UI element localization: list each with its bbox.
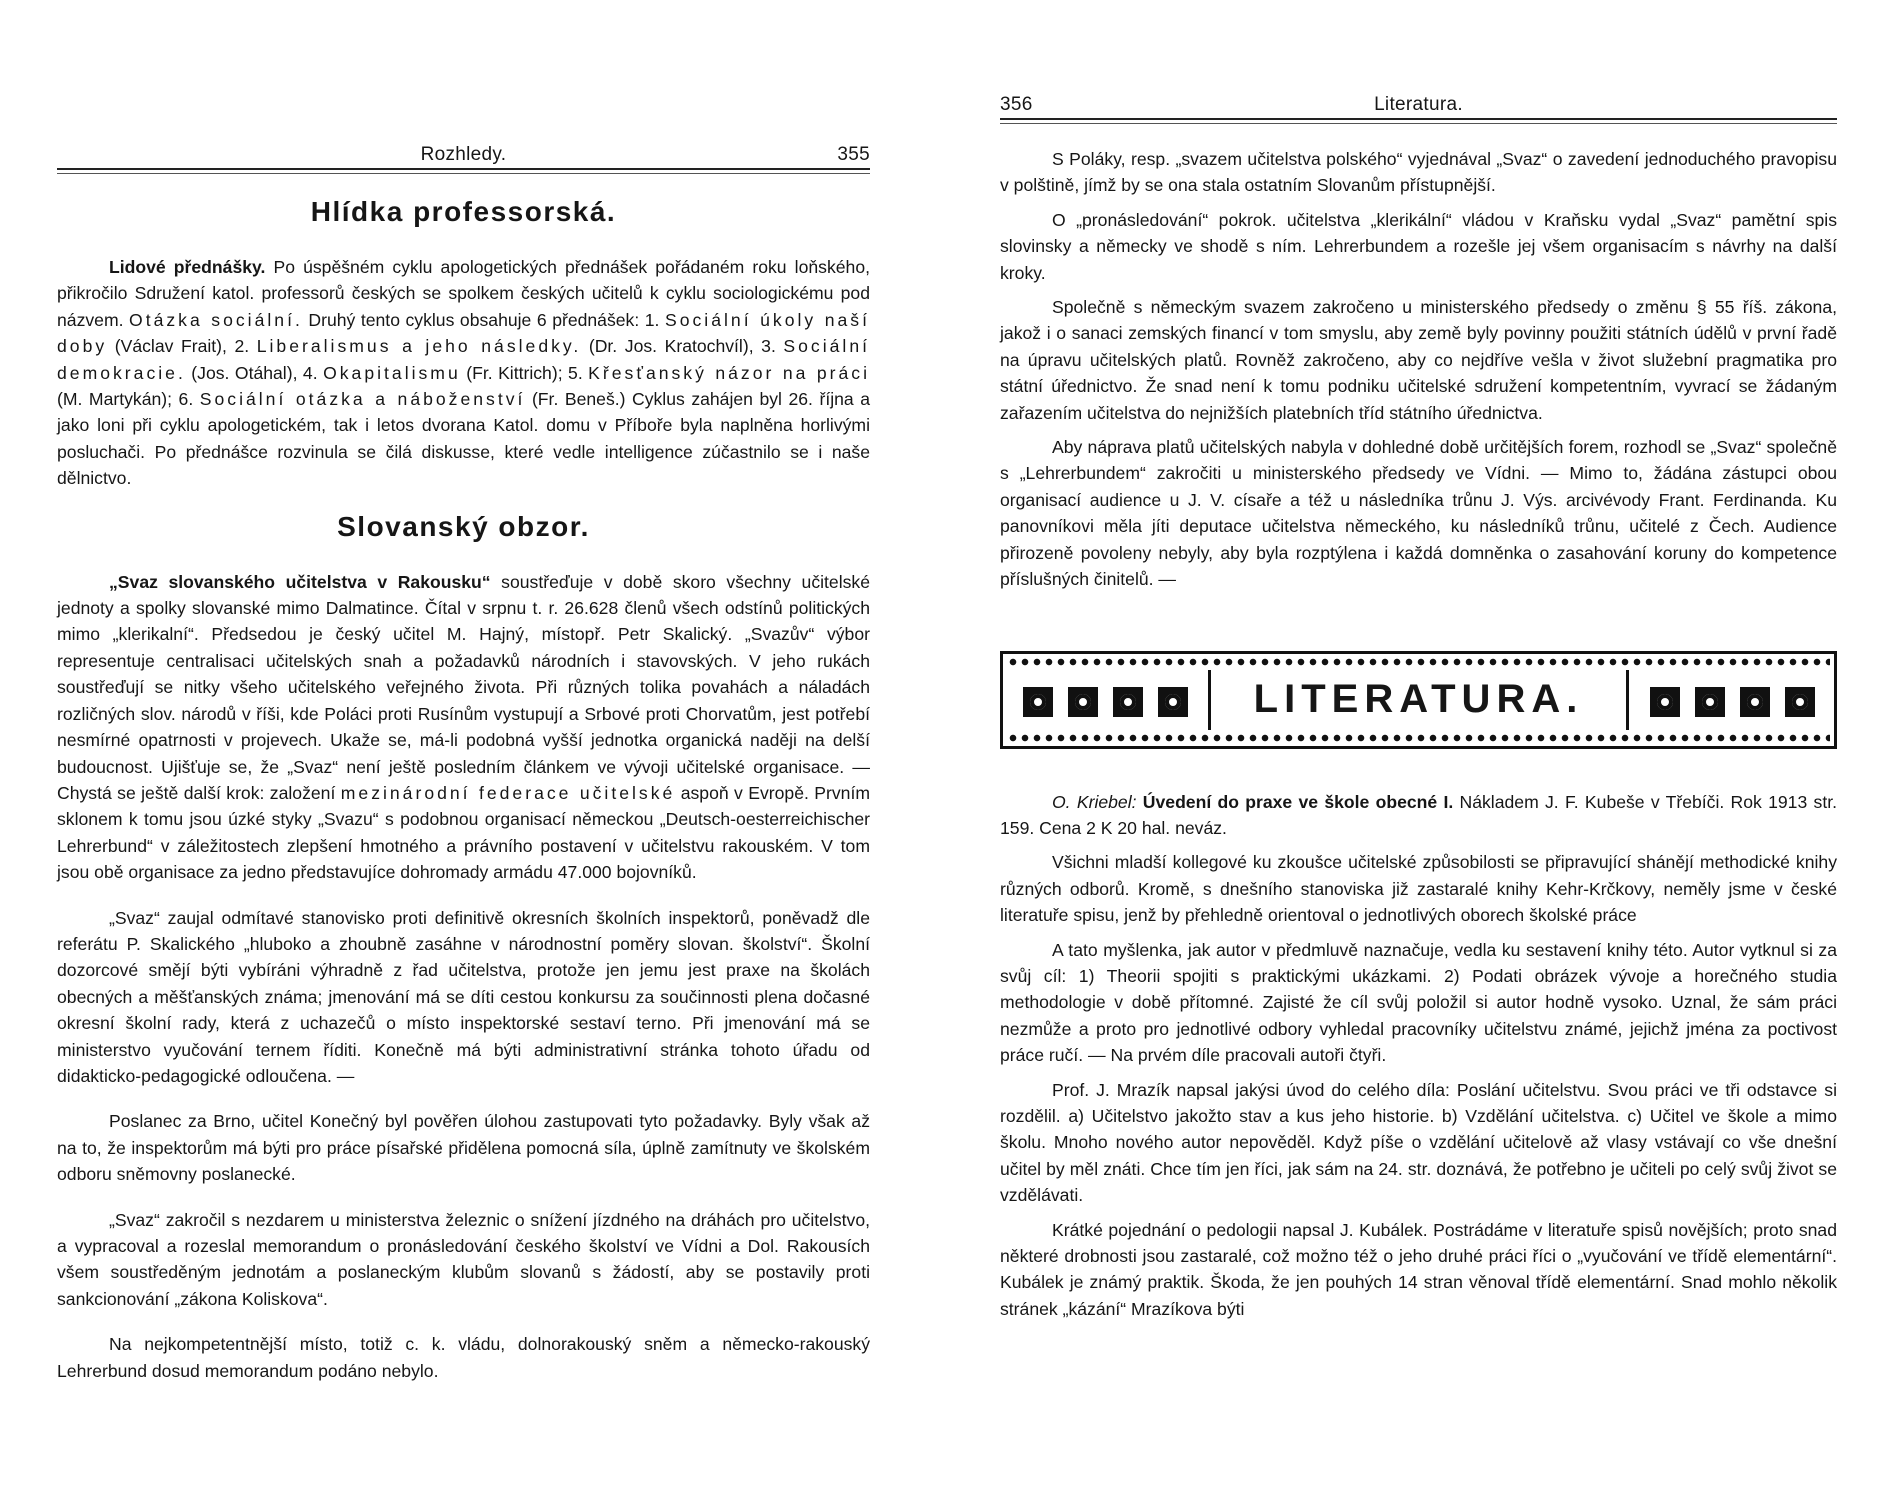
rosette-icon	[1113, 687, 1143, 717]
running-title: Literatura.	[1374, 94, 1463, 115]
book-entry: O. Kriebel: Úvedení do praxe ve škole obecné I. Nákladem J. F. Kubeše v Třebíči. Rok 1913 str. 159. Cena 2 K 20 hal. neváz.	[1000, 791, 1837, 838]
page-number: 356	[1000, 94, 1033, 115]
paragraph: „Svaz“ zaujal odmítavé stanovisko proti definitivě okresních školních inspektorů, poněvadž dle referátu P. Skalického „hluboko a zhoubně zasáhne v národnostní poměry slovan. školství“. Školní dozorcové smějí býti vybíráni výhradně z řad učitelstva, protože jen jemu jest praxe na školách obecných a měšťanských známa; jmenování má se díti cestou konkursu za součinnosti plena dočasné okresní školní rady, která z uchazečů o místo inspektorské sestaví terno. Při jmenování má se ministerstvo vyučování ternem říditi. Konečně má býti administrativní stránka tohoto úřadu od didakticko-pedagogické odloučena. —	[57, 907, 870, 1086]
paragraph: Na nejkompetentnější místo, totiž c. k. vládu, dolnorakouský sněm a německo-rakouský Lehrerbund dosud memorandum podáno nebylo.	[57, 1334, 870, 1381]
running-head-left	[57, 140, 870, 168]
book-title: Úvedení do praxe ve škole obecné I.	[1136, 791, 1454, 812]
paragraph: S Poláky, resp. „svazem učitelstva polského“ vyjednával „Svaz“ o zavedení jednoduchého pravopisu v polštině, jímž by se ona stala ostatním Slovanům přístupnější.	[1000, 149, 1837, 196]
banner-title: LITERATURA.	[1253, 677, 1584, 721]
running-head-right	[1000, 90, 1837, 118]
rosette-icon	[1023, 687, 1053, 717]
paragraph: Aby náprava platů učitelských nabyla v dohledné době určitějších forem, rozhodl se „Svaz“ společně s „Lehrerbundem“ zakročiti u ministerského předsedy ve Vídni. — Mimo to, žádána zástupci obou organisací audience u J. V. císaře a též u následníka trůnu J. Výs. arcivévody Frant. Ferdinanda. Ku panovníkovi měla jíti deputace učitelstva německého, ku následníků trůnu, učitelé z Čech. Audience přirozeně povoleny nebyly, aby byla rozptýlena i každá domněnka o zasahování koruny do kompetence příslušných činitelů. —	[1000, 437, 1837, 590]
header-rule	[57, 168, 870, 174]
right-page	[1000, 90, 1837, 1330]
paragraph: Poslanec za Brno, učitel Konečný byl pověřen úlohou zastupovati tyto požadavky. Byly však až na to, že inspektorům má býti pro práce písařské přidělena pomocná síla, úplně zamítnuty ve školském odboru sněmovny poslanecké.	[57, 1111, 870, 1185]
paragraph: A tato myšlenka, jak autor v předmluvě naznačuje, vedla ku sestavení knihy této. Autor vytknul si za svůj cíl: 1) Theorii spojiti s praktickými ukázkami. 2) Podati obrázek vývoje a horečného studia methodologie v době přítomné. Zajisté že cíl svůj položil si autor hodně vysoko. Uznal, že sám práci nezmůže a proto pro jednotlivé odbory vyhledal pracovníky učitelstvu známé, jejichž jména za poctivost práce ručí. — Na prvém díle pracovali autoři čtyři.	[1000, 939, 1837, 1066]
ornament-group	[1642, 682, 1822, 722]
paragraph: Prof. J. Mrazík napsal jakýsi úvod do celého díla: Poslání učitelstvu. Svou práci ve tři odstavce si rozdělil. a) Učitelstvo jakožto stav a kus jeho historie. b) Vzdělání učitelstva. c) Učitel ve škole a mimo školu. Mnoho nového autor nepověděl. Když píše o vzdělání učitelově až vlasy vstávají co vše dnešní učitel by měl znáti. Chce tím jen říci, jak sám na 24. str. doznává, že potřebno je učiteli po celý svůj život se vzdělávati.	[1000, 1079, 1837, 1206]
book-author: O. Kriebel:	[1052, 791, 1137, 812]
paragraph: Lidové přednášky. Po úspěšném cyklu apologetických přednášek pořádaném roku loňského, přikročilo Sdružení katol. professorů českých se spolkem českých učitelů k cyklu sociologickému pod názvem. Otázka sociální. Druhý tento cyklus obsahuje 6 přednášek: 1. Sociální úkoly naší doby (Václav Frait), 2. Liberalismus a jeho následky. (Dr. Jos. Kratochvíl), 3. Sociální demokracie. (Jos. Otáhal), 4. Okapitalismu (Fr. Kittrich); 5. Křesťanský názor na práci (M. Martykán); 6. Sociální otázka a náboženství (Fr. Beneš.) Cyklus zahájen byl 26. října a jako loni při cyklu apologetickém, tak i letos dvorana Katol. domu v Příboře byla naplněna horlivými posluchači. Po přednášce rozvinula se čilá diskusse, které vedle intelligence zúčastnilo se i naše dělnictvo.	[57, 257, 870, 489]
rosette-icon	[1650, 687, 1680, 717]
rosette-icon	[1158, 687, 1188, 717]
paragraph: „Svaz“ zakročil s nezdarem u ministerstva železnic o snížení jízdného na dráhách pro učitelstvo, a vypracoval a rozeslal memorandum o pronásledování českého školství ve Vídni a Dol. Rakousích všem soustředěným jednotám a poslaneckým klubům slovanů s žádostí, aby se postavily proti sankcionování „zákona Koliskova“.	[57, 1209, 870, 1309]
rosette-icon	[1068, 687, 1098, 717]
literatura-banner	[1000, 651, 1837, 749]
header-rule	[1000, 118, 1837, 124]
paragraph-lead: Lidové přednášky.	[109, 257, 266, 277]
bead-border	[1007, 733, 1830, 743]
page-number: 355	[837, 144, 870, 165]
paragraph: Společně s německým svazem zakročeno u ministerského předsedy o změnu § 55 říš. zákona, jakož i o sanaci zemských financí v tom smyslu, aby země byly povinny použiti státních údělů v první řadě na úpravu učitelských platů. Rovněž zakročeno, aby co nejdříve vešla v život služební pragmatika pro státní úřednictvo. Že snad není k tomu podniku učitelské sdružení kompetentním, vyvrací se žádaným zařazením učitelstva do nejnižších platebních tříd státního úřednictva.	[1000, 297, 1837, 423]
rosette-icon	[1695, 687, 1725, 717]
paragraph-lead: „Svaz slovanského učitelstva v Rakousku“	[109, 571, 491, 592]
section-heading: Hlídka professorská.	[310, 196, 617, 227]
banner-center	[1208, 670, 1629, 730]
paragraph: „Svaz slovanského učitelstva v Rakousku“ soustřeďuje v době skoro všechny učitelské jednoty a spolky slovanské mimo Dalmatince. Čítal v srpnu t. r. 26.628 členů všech odstínů politických mimo „klerikalní“. Předsedou je český učitel M. Hajný, místopř. Petr Skalický. „Svazův“ výbor representuje centralisaci učitelských snah a požadavků národních i stavovských. V jeho rukách soustřeďují se nitky všeho učitelského veřejného života. Při různých tolika povahách a náladách rozličných slov. národů v říši, kde Poláci proti Rusínům vystupují a Srbové proti Chorvatům, jest potřebí nesmírné opatrnosti v projevech. Ukaže se, má-li podobná vyšší jednotka organická naději na delší budoucnost. Ujišťuje se, že „Svaz“ není ještě posledním článkem ve vývoji učitelské organisace. — Chystá se ještě další krok: založení mezinárodní federace učitelské aspoň v Evropě. Prvním sklonem k tomu jsou úzké styky „Svazu“ s podobnou organisací německou „Deutsch-oesterreichischer Lehrerbund“ v záležitostech zlepšení hmotného a právního postavení v učitelstvu rakouském. V tom jsou obě organisace za jedno představujíce dohromady armádu 47.000 bojovníků.	[57, 571, 870, 883]
left-page	[57, 140, 870, 1403]
bead-border	[1007, 657, 1830, 667]
paragraph: O „pronásledování“ pokrok. učitelstva „klerikální“ vládou v Kraňsku vydal „Svaz“ pamětní spis slovinsky a německy ve shodě s ním. Lehrerbundem a rozešle jej všem organisacím s návrhy na další kroky.	[1000, 209, 1837, 283]
section-heading: Slovanský obzor.	[337, 510, 590, 542]
rosette-icon	[1740, 687, 1770, 717]
paragraph: Krátké pojednání o pedologii napsal J. Kubálek. Postrádáme v literatuře spisů novějších; proto snad některé drobnosti jsou zastaralé, což možno též o jeho druhé práci říci o „vyučování ve třídě elementární“. Kubálek je známý praktik. Škoda, že jen pouhých 14 stran věnoval třídě elementární. Snad mohlo několik stránek „kázání“ Mrazíkova býti	[1000, 1219, 1837, 1319]
running-title: Rozhledy.	[420, 144, 507, 165]
paragraph: Všichni mladší kollegové ku zkoušce učitelské způsobilosti se připravující shánějí methodické knihy různých odborů. Kromě, s dnešního stanoviska již zastaralé knihy Kehr-Krčkovy, neměly jsme v české literatuře spisu, jenž by přehledně orientoval o jednotlivých oborech školské práce	[1000, 852, 1837, 926]
ornament-group	[1015, 682, 1195, 722]
rosette-icon	[1785, 687, 1815, 717]
